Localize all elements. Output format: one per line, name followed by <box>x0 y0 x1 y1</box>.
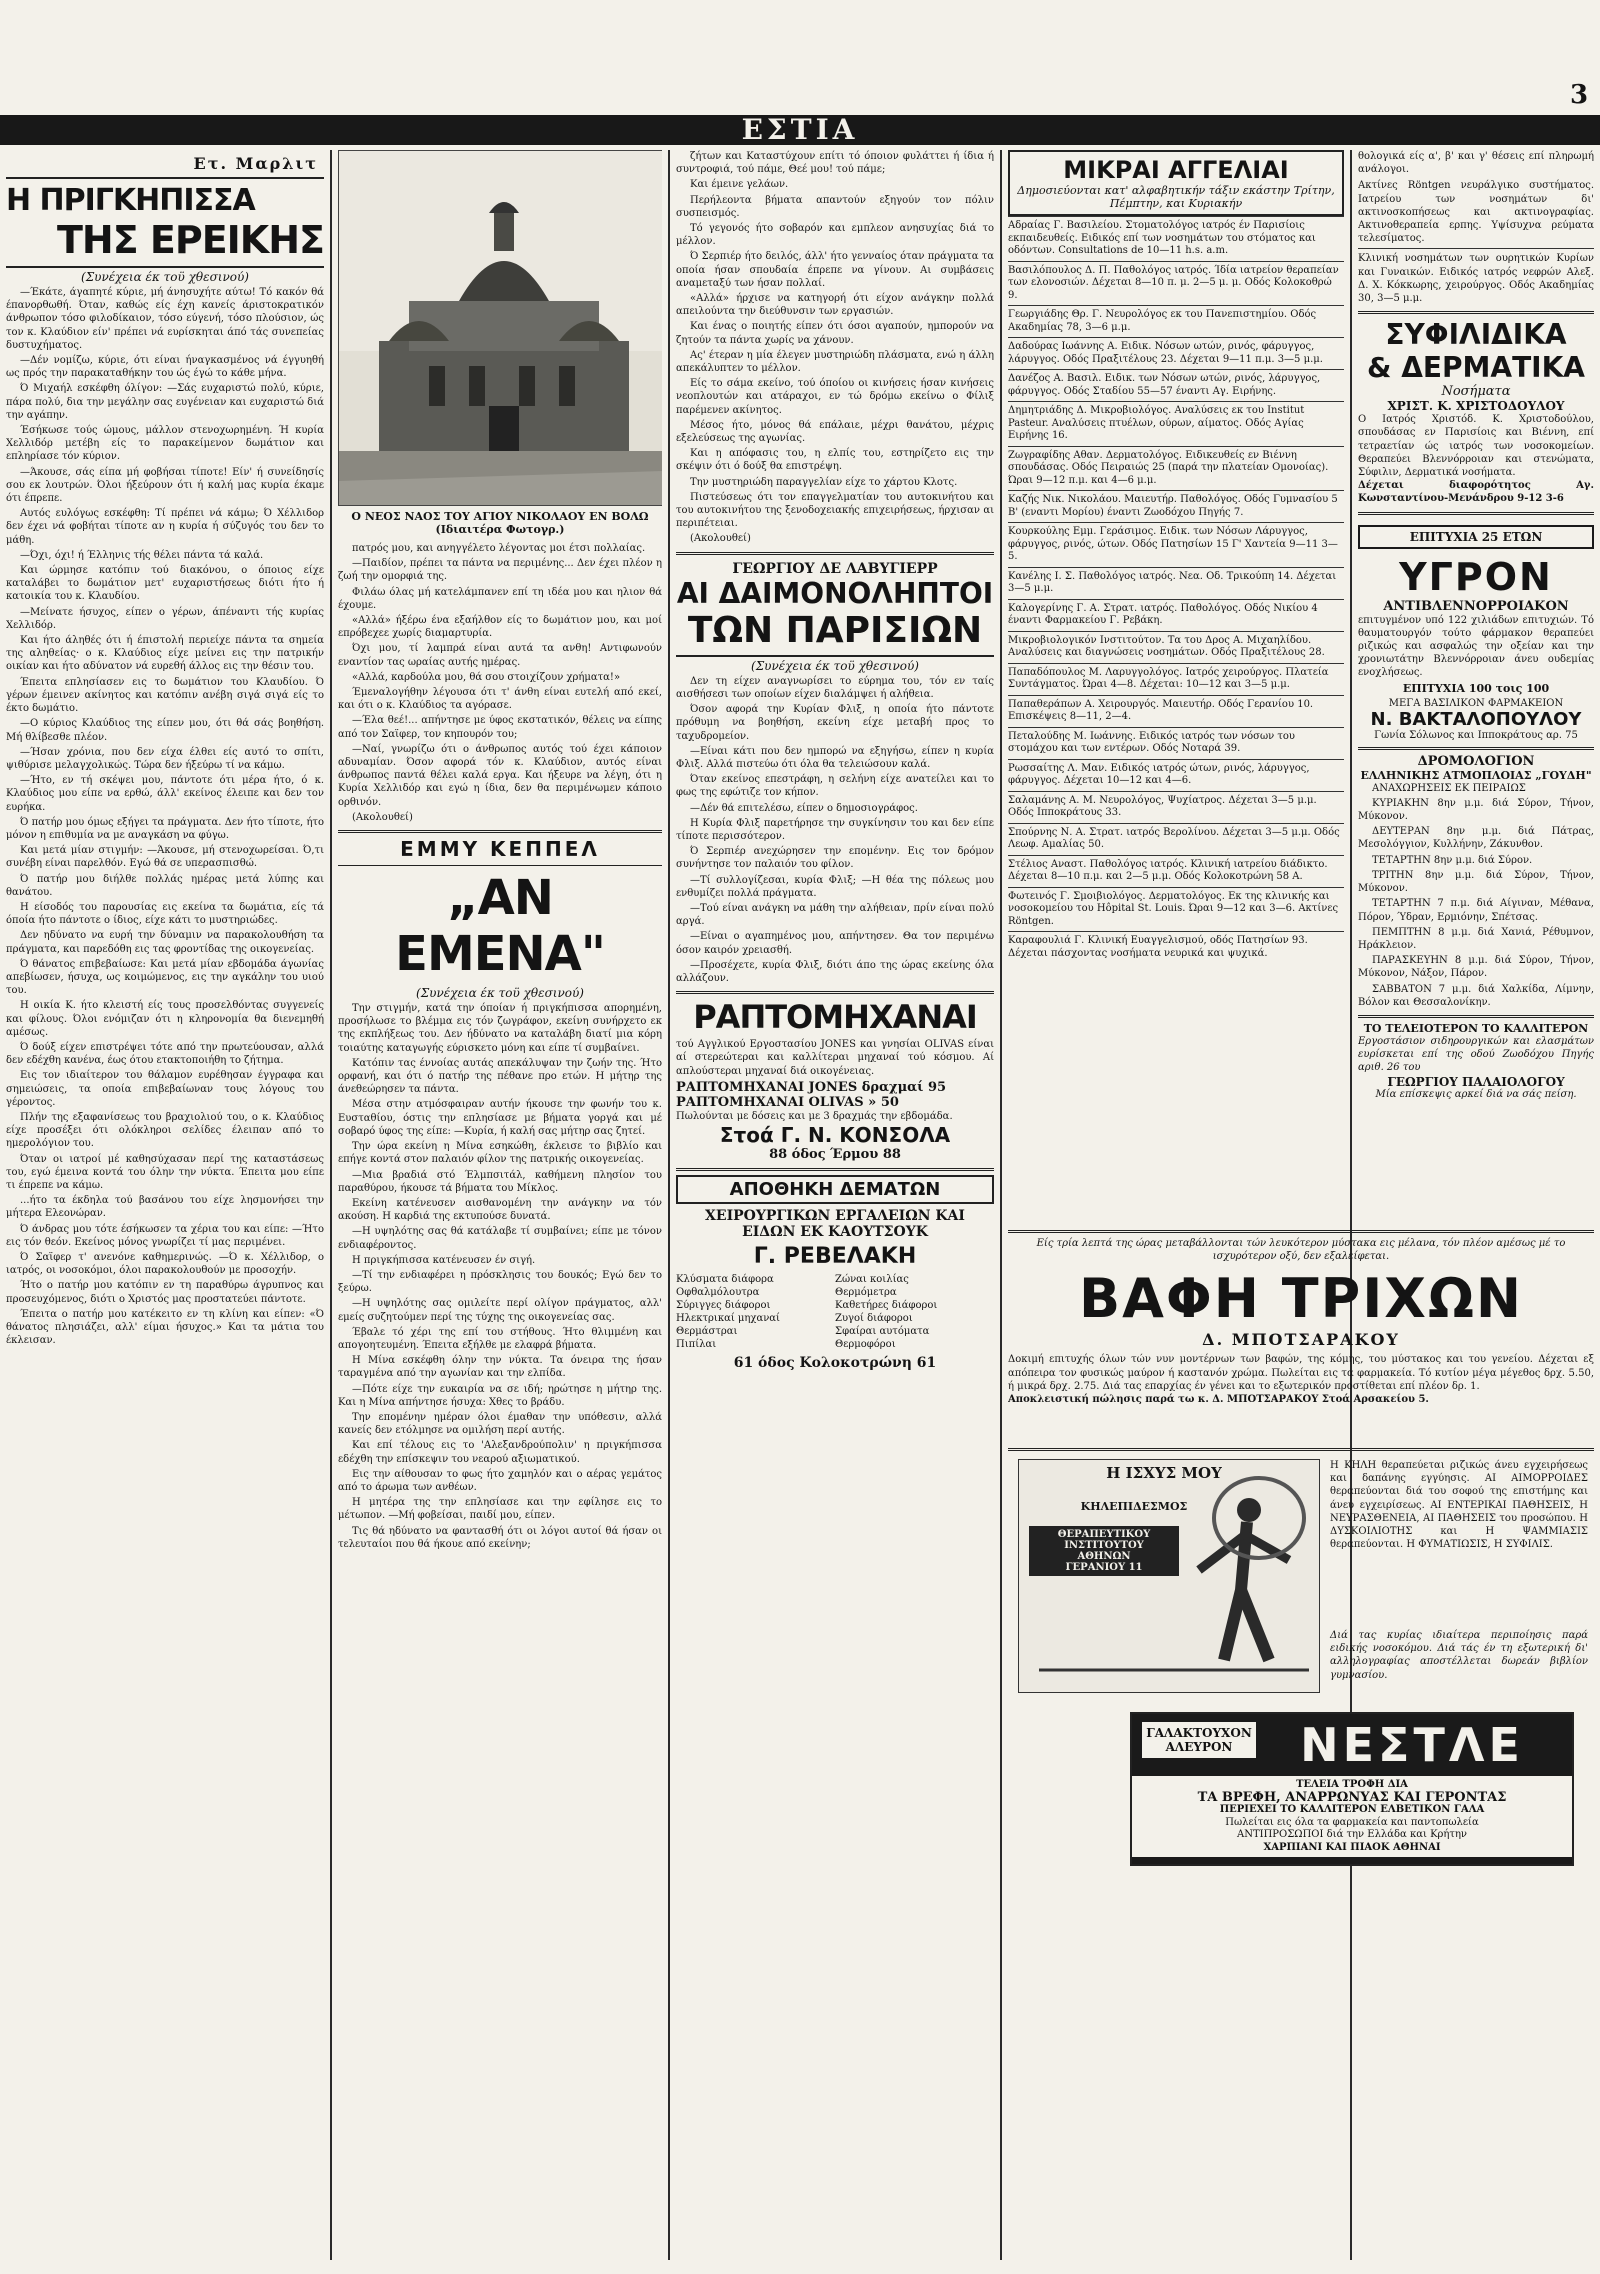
factory-title: ΤΟ ΤΕΛΕΙΟΤΕΡΟΝ ΤΟ ΚΑΛΛΙΤΕΡΟΝ <box>1363 1021 1589 1035</box>
paragraph: Η μητέρα της την επλησίασε και την εφίλησε εις το μέτωπον. —Μή φοβείσαι, παιδί μου, είπεν. <box>338 1497 662 1522</box>
depot-title: ΑΠΟΘΗΚΗ ΔΕΜΑΤΩΝ <box>676 1175 994 1204</box>
dye-brand: Δ. ΜΠΟΤΣΑΡΑΚΟΥ <box>1202 1330 1400 1350</box>
wet-text: επιτυγμένον υπό 122 χιλιάδων επιτυχιών. Τό θαυματουργόν τούτο φάρμακον θεραπεύει ριζικώς και ασφαλώς την οξείαν και την χρονιωτάτην Βλεννόρροιαν άνευ ουδεμίας ενοχλήσεως. <box>1358 614 1594 679</box>
paragraph: Ό Σερπιέρ ανεχώρησεν την επομένην. Εις τον δρόμον συνήντησε τον παλαιόν του φίλον. <box>676 846 994 871</box>
paragraph: Εις τον ιδιαίτερον του θάλαμον ευρέθησαν έγγραφα και σημειώσεις, τα οποία επιβεβαίωναν τους λόγους του γέροντος. <box>6 1070 324 1108</box>
strength-institute-line4: ΓΕΡΑΝΙΟΥ 11 <box>1065 1562 1143 1573</box>
depot-item: Θερμοφόροι <box>835 1338 896 1350</box>
paragraph: ζήτων και Καταστύχουν επίτι τό όποιον φυλάττει ή ίδια ή συντροφιά, τού πάμε, Θεέ μου! τού πάμε; <box>676 151 994 176</box>
paragraph: —Ήτο, εν τή σκέψει μου, πάντοτε ότι μέρα ήτο, ό κ. Κλαύδιος μου είπε να ερθώ, άλλ' εκείνος έλειπε και δεν τον ευρήκα. <box>6 775 324 813</box>
paragraph: Την μυστηριώδη παραγγελίαν είχε το χάρτου Κλοτς. <box>690 476 958 488</box>
paragraph: Και ήτο άληθές ότι ή έπιστολή περιείχε πάντα τα σημεία της αληθείας· ο κ. Κλαύδιος είχε μείνει εις την πατρικήν οικίαν και ήτο αδύνατον νά ευρεθή άλλος εις την θέσιν του. <box>6 635 324 673</box>
paragraph: Ας' έτεραν η μία έλεγεν μυστηριώδη πλάσματα, ενώ η άλλη απεκάλυπτεν το μέλλον. <box>676 349 994 375</box>
paragraph: Η οικία Κ. ήτο κλειστή είς τους προσελθόντας συγγενείς και φίλους. Όλοι ενόμιζαν ότι η κληρονομία θα διενεμηθή αμέσως. <box>6 1000 324 1038</box>
depot-item: Οφθαλμόλουτρα <box>676 1286 760 1298</box>
paragraph: —Όχι, όχι! ή Έλληνις τής θέλει πάντα τά καλά. <box>20 549 264 561</box>
nestle-line1: ΤΕΛΕΙΑ ΤΡΟΦΗ ΔΙΑ <box>1296 1779 1408 1790</box>
paragraph: (Ακολουθεί) <box>690 533 751 545</box>
nestle-line6: ΧΑΡΠΙΑΝΙ ΚΑΙ ΠΙΑΟΚ ΑΘΗΝΑΙ <box>1263 1841 1441 1853</box>
strength-note: Διά τας κυρίας ιδιαίτερα περιποίησις παρά ειδικής νοσοκόμου. Διά τάς έν τη εξωτερική δι' αλληλογραφίας αποστέλλεται δωρεάν βιβλίον γυμνασίου. <box>1330 1630 1588 1681</box>
sewing-line2: ΡΑΠΤΟΜΗΧΑΝΑΙ OLIVAS » 50 <box>676 1094 899 1110</box>
serial-continued: (Συνέχεια έκ τοϋ χθεσινού) <box>81 270 249 284</box>
novel-body <box>338 1002 662 1551</box>
paragraph: Πιστεύσεως ότι τον επαγγελματίαν του αυτοκινήτου και του αυτοκινήτου της ξενοδοχειακής επιχειρήσεως, ήρχισαν αι περιπέτειαι. <box>676 491 994 530</box>
page-number: 3 <box>1570 80 1589 110</box>
nestle-lines <box>1132 1776 1572 1857</box>
paragraph: Και η απόφασις του, η ελπίς του, εστηρίζετο εις την σκέψιν ότι ό δούξ θα επιστρέψη. <box>676 448 994 473</box>
ship-lines <box>1358 782 1594 1009</box>
paragraph: Εις την αίθουσαν το φως ήτο χαμηλόν και ο αέρας γεμάτος από το άρωμα των ανθέων. <box>338 1468 662 1493</box>
church-illustration <box>339 151 662 505</box>
strength-institute-line3: ΑΘΗΝΩΝ <box>1077 1551 1131 1562</box>
doctor-listing: Καλογερίνης Γ. Α. Στρατ. ιατρός. Παθολόγος. Οδός Νικίου 4 έναντι Φαρμακείου Γ. Ρεβάκη. <box>1008 599 1344 631</box>
doctor-listing: Καραφουλιά Γ. Κλινική Ευαγγελισμού, οδός Πατησίων 93. Δέχεται πάσχοντας νοσήματα νευρικά και ψυχικά. <box>1008 931 1344 963</box>
dye-address: Αποκλειστική πώλησις παρά τω κ. Δ. ΜΠΟΤΣΑΡΑΚΟΥ Στοά Αρσακείου 5. <box>1008 1394 1429 1406</box>
doctor-listing: Γεωργιάδης Θρ. Γ. Νευρολόγος εκ του Πανεπιστημίου. Οδός Ακαδημίας 78, 3—6 μ.μ. <box>1008 305 1344 337</box>
paragraph: «Αλλά, καρδούλα μου, θά σου στοιχίζουν χρήματα!» <box>352 671 621 683</box>
schedule-line: ΤΕΤΑΡΤΗΝ 7 π.μ. διά Αίγιναν, Μέθανα, Πόρον, Ύδραν, Ερμιόνην, Σπέτσας. <box>1358 898 1594 923</box>
paragraph: Και έμεινε γελάων. <box>690 179 789 191</box>
paragraph: Εκείνη κατένευσεν αισθανομένη την ανάγκην να τόν ακούση. Η καρδιά της εκτυπούσε δυνατά. <box>338 1197 662 1223</box>
story-author: ΓΕΩΡΓΙΟΥ ΔΕ ΛΑΒΥΓΙΕΡΡ <box>676 552 994 577</box>
serial-body <box>6 286 324 1347</box>
story-body <box>676 675 994 985</box>
serial-title-line1: Η ΠΡΙΓΚΗΠΙΣΣΑ <box>6 183 255 218</box>
doctor-listing: Κανέλης Ι. Σ. Παθολόγος ιατρός. Νεα. Οδ. Τρικούπη 14. Δέχεται 3—5 μ.μ. <box>1008 567 1344 599</box>
sewing-machine-ad <box>676 991 994 1162</box>
depot-owner: Γ. ΡΕΒΕΛΑΚΗ <box>753 1243 917 1269</box>
novel-author: ΕΜΜΥ ΚΕΠΠΕΛ <box>338 830 662 866</box>
story-title-line1: ΑΙ ΔΑΙΜΟΝΟΛΗΠΤΟΙ <box>676 576 994 610</box>
wet-banner: ΕΠΙΤΥΧΙΑ 25 ΕΤΩΝ <box>1358 525 1594 549</box>
column-rule <box>1000 150 1002 2260</box>
paragraph: Έμεναλογήθην λέγουσα ότι τ' άνθη είναι ευτελή από εκεί, και ότι ο κ. Κλαύδιος τα αγόρασε. <box>338 687 662 712</box>
paragraph: ...ήτο τα έκδηλα τού βασάνου του είχε λησμονήσει την μήτερα Ελεονώραν. <box>6 1195 324 1220</box>
syphilis-ad <box>1358 311 1594 505</box>
nestle-label: ΓΑΛΑΚΤΟΥΧΟΝ ΑΛΕΥΡΟΝ <box>1142 1722 1256 1758</box>
doctor-listing: Πεταλούδης Μ. Ιωάννης. Ειδικός ιατρός των νόσων του στομάχου και των εντέρων. Οδός Νοταρά 39. <box>1008 727 1344 759</box>
paragraph: Την ώρα εκείνη η Μίνα εσηκώθη, έκλεισε το βιβλίο και επήγε κοντά στον παλαιόν φίλον της πατρικής οικογενείας. <box>338 1141 662 1166</box>
paragraph: Όταν οι ιατροί μέ καθησύχασαν περί της καταστάσεως του, εγώ έμεινα κοντά του όλην την νύκτα. Έπειτα μου είπε τι έπρεπε να κάμω. <box>6 1153 324 1191</box>
sewing-note: Πωλούνται με δόσεις και με 3 δραχμάς την εβδομάδα. <box>676 1110 953 1122</box>
paragraph: Τις θά ηδύνατο να φαντασθή ότι οι λόγοι αυτοί θά ήσαν οι τελευταίοι που θά ήκουε από εκείνην; <box>338 1525 662 1550</box>
paragraph: Είς το σάμα εκείνο, τού όποίου οι κινήσεις ήσαν κινήσεις νεοπλουτών και ατάραχοι, εν τώ δρόμω εκείνω ο Φίλιξ παρέμενεν ακίνητος. <box>676 378 994 416</box>
paragraph: πατρός μου, και ανηγγέλετο λέγοντας μοι έτσι πολλαίας. <box>352 543 646 554</box>
schedule-line: ΤΡΙΤΗΝ 8ην μ.μ. διά Σύρον, Τήνον, Μύκονον. <box>1358 869 1594 895</box>
paragraph: Η Μίνα εσκέφθη όλην την νύκτα. Τα όνειρα της ήσαν ταραγμένα από την αγωνίαν και την ελπίδα. <box>338 1355 662 1380</box>
column-5 <box>1358 150 1594 1220</box>
paragraph: Όσον αφορά την Κυρίαν Φλιξ, η οποία ήτο πάντοτε πρόθυμη να βοηθήση, εκείνη είχε μεταβή προς το ταχυδρομείον. <box>676 704 994 742</box>
strength-title1: Η ΙΣΧΥΣ ΜΟΥ <box>1106 1464 1222 1482</box>
nestle-line5: ΑΝΤΙΠΡΟΣΩΠΟΙ διά την Ελλάδα και Κρήτην <box>1236 1829 1468 1840</box>
paragraph: Ό Σαϊφερ τ' ανενόνε καθημερινώς. —Ό κ. Χέλλιδορ, ο ιατρός, οι νοσοκόμοι, όλοι παρακολουθούν με προσοχήν. <box>6 1252 324 1277</box>
paragraph: —Είναι κάτι που δεν ημπορώ να εξηγήσω, είπεν η κυρία Φλιξ. Αλλά πιστεύω ότι όλα θα τελειώσουν καλά. <box>676 745 994 770</box>
doctor-listing: Δημητριάδης Δ. Μικροβιολόγος. Αναλύσεις εκ του Institut Pasteur. Αναλύσεις πτυέλων, ούρων, αίματος. Οδός Αγίας Ειρήνης 16. <box>1008 401 1344 446</box>
wet-title: ΥΓΡΟΝ <box>1399 554 1553 599</box>
paragraph: —Μια βραδιά στό Έλμπσιτάλ, καθήμενη πλησίον του παραθύρου, ήκουσε τά βήματα του Μίκλος. <box>338 1169 662 1194</box>
strength-title2: ΚΗΛΕΠΙΔΕΣΜΟΣ <box>1080 1500 1188 1513</box>
shipping-schedule <box>1358 747 1594 1009</box>
paragraph: —Δέν νομίζω, κύριε, ότι είναι ήναγκασμένος νά έγγυηθή ως πρός την παρακαταθήκην του ώς έγώ το κάθε μήνα. <box>6 355 324 380</box>
doctor-listing: Σπούρνης Ν. Α. Στρατ. ιατρός Βερολίνου. Δέχεται 3—5 μ.μ. Οδός Λεωφ. Αμαλίας 50. <box>1008 823 1344 855</box>
novel-continued: (Συνέχεια έκ τοϋ χθεσινού) <box>416 986 584 1001</box>
strength-illustration-box <box>1018 1459 1320 1693</box>
paragraph: —Μείνατε ήσυχος, είπεν ο γέρων, άπέναντι τής κυρίας Χελλιδόρ. <box>6 606 324 631</box>
story-continuation <box>676 150 994 546</box>
column-3 <box>676 150 994 2260</box>
nestle-line3: ΠΕΡΙΕΧΕΙ ΤΟ ΚΑΛΛΙΤΕΡΟΝ ΕΛΒΕΤΙΚΟΝ ΓΑΛΑ <box>1219 1804 1485 1815</box>
paragraph: —Έκάτε, άγαπητέ κύριε, μή άνησυχήτε αύτω! Τό κακόν θά έπανορθωθή. Όταν, καθώς είς έχη κανείς άριστοκρατικόν άνθρωπον τόσο φιλοδίκαιον, τόσο εύγενή, τόσο πλούσιον, ώς τον κ. Κλαύδιον είν' πρέπει νά ευρίσκηται άπό τάς συνεπείας δυστυχήματος. <box>6 287 324 351</box>
paragraph: Έσήκωσε τούς ώμους, μάλλον στενοχωρημένη. Ή κυρία Χελλιδόρ μετέβη είς το παρακείμενον δωμάτιον και επληρίασε τόν κύριον. <box>6 425 324 463</box>
story-continued: (Συνέχεια έκ τοϋ χθεσινού) <box>751 658 919 673</box>
paragraph: —Είναι ο αγαπημένος μου, απήντησεν. Θα τον περιμένω όσον καιρόν χρειασθή. <box>676 931 994 956</box>
paragraph: Πλήν της εξαφανίσεως του βραχιολιού του, ο κ. Κλαύδιος είχε προσέξει ότι ολόκληροι σελίδες έλειπαν από το ημερολόγιον του. <box>6 1111 324 1150</box>
small-ads-title: ΜΙΚΡΑΙ ΑΓΓΕΛΙΑΙ <box>1063 156 1289 184</box>
wet-store: ΜΕΓΑ ΒΑΣΙΛΙΚΟΝ ΦΑΡΜΑΚΕΙΟΝ <box>1388 697 1564 709</box>
depot-items <box>676 1273 994 1351</box>
doctor-listing: Δαδούρας Ιωάννης Α. Ειδικ. Νόσων ωτών, ρινός, φάρυγγος, λάρυγγος. Οδός Πραξιτέλους 23. Δέχεται 9—11 π.μ. 3—5 μ.μ. <box>1008 337 1344 369</box>
strength-institute-line2: ΙΝΣΤΙΤΟΥΤΟΥ <box>1064 1540 1144 1551</box>
paragraph: —Ήσαν χρόνια, που δεν είχα έλθει είς αυτό το σπίτι, ψιθύρισε μελαγχολικώς. Τώρα δεν ήξεύρω τί να κάμω. <box>6 746 324 771</box>
paragraph: Ό άνδρας μου τότε έσήκωσεν τα χέρια του και είπε: —Ήτο εις τόν θεόν. Εκείνος μόνος γνωρίζει τί μας περιμένει. <box>6 1223 324 1248</box>
paragraph: Μέσος ήτο, μόνος θά επάλαιε, μέχρι θανάτου, μέχρις εξελεύσεως της αγωνίας. <box>676 419 994 445</box>
column-1 <box>6 150 324 2260</box>
wet-subtitle: ΑΝΤΙΒΛΕΝΝΟΡΡΟΙΑΚΟΝ <box>1383 598 1569 614</box>
paragraph: Και επί τέλους εις το 'Αλεξανδρούπολιν' η πριγκήπισσα εδέχθη την επίσκεψιν του νεαρού αξιωματικού. <box>338 1440 662 1465</box>
dye-text: Δοκιμή επιτυχής όλων τών νυν μοντέρνων των βαφών, της κόμης, του μύστακος και του γενείου. Δέχεται εξ απόπειρα τον φυσικώς μαύρον ή καστανόν χρώμα. Πωλείται εις τα φαρμακεία. Τό κυτίον μέγα μέγεθος δρχ. 5.50, ή μικρά δρχ. 2.75. Διά τας επαρχίας έν γένει και το εξωτερικόν προστίθεται επί πλέον δρ. 1. <box>1008 1354 1594 1392</box>
paragraph: Ό δούξ είχεν επιστρέψει τότε από την πρωτεύουσαν, αλλά δεν εδέχθη κανένα, έως ότου ετακτοποιήθη το ζήτημα. <box>6 1041 324 1067</box>
depot-item: Θερμόμετρα <box>835 1286 897 1298</box>
hair-dye-ad <box>1008 1230 1594 1447</box>
depot-subtitle: ΧΕΙΡΟΥΡΓΙΚΩΝ ΕΡΓΑΛΕΙΩΝ ΚΑΙ ΕΙΔΩΝ ΕΚ ΚΑΟΥΤΣΟΥΚ <box>705 1207 965 1240</box>
paragraph: —Η υψηλότης σας ομιλείτε περί ολίγον πράγματος, αλλ' εμείς συζητούμεν περί της τύχης της οικογενείας σας. <box>338 1298 662 1323</box>
serial-title-line2: ΤΗΣ ΕΡΕΙΚΗΣ <box>6 218 324 268</box>
paragraph: Κατόπιν τας έννοίας αυτάς απεκάλυψαν την ζωήν της. Ήτο ορφανή, και ότι ό πατήρ της πέθανε προ ετών. Η μήτηρ της άνεθεώρησεν τα πάντα. <box>338 1057 662 1096</box>
paragraph: —Τού είναι ανάγκη να μάθη την αλήθειαν, πρίν είναι πολύ αργά. <box>676 902 994 928</box>
paragraph: Και ένας ο ποιητής είπεν ότι όσοι αγαπούν, ημπορούν να ζητούν τα πάντα χωρίς να χάνουν. <box>676 321 994 346</box>
sewing-title: ΡΑΠΤΟΜΗΧΑΝΑΙ <box>693 998 977 1037</box>
paragraph: Αυτός ευλόγως εσκέφθη: Τί πρέπει νά κάμω; Ό Χέλλιδορ δεν έχει νά φοβήται τίποτε αν η κυρία ή σύζυγός του δεν το μάθη. <box>6 508 324 546</box>
depot-item: Ηλεκτρικαί μηχαναί <box>676 1312 780 1324</box>
depot-item: Ζώναι κοιλίας <box>835 1273 909 1285</box>
doctor-listing: Μικροβιολογικόν Ινστιτούτον. Τα του Δρος Α. Μιχαηλίδου. Αναλύσεις και διαγνώσεις νοσημάτων. Οδός Πραξιτέλους 28. <box>1008 631 1344 663</box>
paragraph: Ήτο ο πατήρ μου κατόπιν εν τη παραθύρω άγρυπνος και προσευχόμενος, διότι ο Χριστός μας προστατεύει πάντοτε. <box>6 1280 324 1305</box>
doctor-listing: Παπαθεράπων Α. Χειρουργός. Μαιευτήρ. Οδός Γερανίου 10. Επισκέψεις 8—11, 2—4. <box>1008 695 1344 727</box>
paragraph: —Έλα θεέ!... απήντησε με ύφος εκστατικόν, θέλεις να είπης από τον Σαϊφερ, τον κηπουρόν του; <box>338 715 662 740</box>
paragraph: Ό θάνατος επιβεβαίωσε: Και μετά μίαν εβδομάδα άγωνίας απεβίωσεν, ήσυχα, ως κοιμώμενος, εις την αγκάλην του υιού του. <box>6 958 324 997</box>
sewing-text: τού Αγγλικού Εργοστασίου JONES και γνησίαι OLIVAS είναι αί στερεώτεραι και καλλίτεραι μηχαναί τού κόσμου. Αί απλούστεραι μηχαναί διά οικογένειας. <box>676 1039 994 1077</box>
paragraph: Όταν εκείνος επεστράφη, η σελήνη είχε ανατείλει και το φως της εφώτιζε τον κήπον. <box>676 774 994 799</box>
paragraph: Η πριγκήπισσα κατένευσεν έν σιγή. <box>352 1254 536 1266</box>
column-4 <box>1008 150 1344 2260</box>
small-ads-subtitle: Δημοσιεύονται κατ' αλφαβητικήν τάξιν εκάστην Τρίτην, Πέμπτην, και Κυριακήν <box>1017 184 1335 210</box>
clinic-ad: Κλινική νοσημάτων των ουρητικών Κυρίων και Γυναικών. Ειδικός ιατρός νεφρών Αλεξ. Δ. Χ. Κόκκωρης, χειρούργος. Οδός Ακαδημίας 30, 3—5 μ.μ. <box>1358 248 1594 305</box>
wet-remedy-ad <box>1358 512 1594 741</box>
paragraph: Έπειτα επλησίασεν εις το δωμάτιον του Κλαυδίου. Ό γέρων έμεινεν ακίνητος και κατόπιν ανέβη σιγά σιγά είς το έκτο δωμάτιο. <box>6 676 324 715</box>
depot-address: 61 όδος Κολοκοτρώνη 61 <box>733 1354 937 1371</box>
schedule-line: ΚΥΡΙΑΚΗΝ 8ην μ.μ. διά Σύρον, Τήνον, Μύκονον. <box>1358 797 1594 823</box>
doctor-listing: Σαλαμάνης Α. Μ. Νευρολόγος, Ψυχίατρος. Δέχεται 3—5 μ.μ. Οδός Ιπποκράτους 33. <box>1008 791 1344 823</box>
column-rule <box>668 150 670 2260</box>
schedule-line: ΣΑΒΒΑΤΟΝ 7 μ.μ. διά Χαλκίδα, Λίμνην, Βόλον και Θεσσαλονίκην. <box>1358 983 1594 1008</box>
depot-item: Θερμάστραι <box>676 1325 738 1337</box>
doctor-listing: Δανέζος Α. Βασιλ. Ειδικ. των Νόσων ωτών, ρινός, λάρυγγος, φάρυγγος. Οδός Σταδίου 55—57 έναντι Αγ. Ειρήνης. <box>1008 369 1344 401</box>
paragraph: Δεν τη είχεν αναγνωρίσει το εύρημα του, τόν εν ταίς αισθήσεσι των οποίων είχεν διαλάμψει ή αλήθεια. <box>676 675 994 700</box>
surgical-depot-ad <box>676 1168 994 1371</box>
sewing-address: 88 όδος Έρμου 88 <box>769 1146 901 1162</box>
wet-price: ΕΠΙΤΥΧΙΑ 100 τοις 100 <box>1402 681 1550 695</box>
factory-text: Εργοστάσιον σιδηρουργικών και ελασμάτων ευρίσκεται επί της οδού Ζωοδόχου Πηγής αριθ. 26 του <box>1358 1035 1594 1074</box>
dye-title: ΒΑΦΗ ΤΡΙΧΩΝ <box>1078 1267 1524 1331</box>
column-2 <box>338 150 662 2260</box>
strength-institute-line1: ΘΕΡΑΠΕΥΤΙΚΟΥ <box>1057 1529 1151 1540</box>
paragraph: —Δέν θά επιτελέσω, είπεν ο δημοσιογράφος. <box>690 802 918 814</box>
novel-title: „ΑΝ ΕΜΕΝΑ" <box>395 870 605 983</box>
factory-ad <box>1358 1015 1594 1100</box>
paragraph: Η είσοδός του παρουσίας εις εκείνα τα δωμάτια, είς τά όποία ήτο πάντοτε ο ίδιος, είχε κάτι το μυστηριώδες. <box>6 901 324 927</box>
nestle-brand: ΝΕΣΤΛΕ <box>1300 1718 1524 1772</box>
sewing-shop: Στοά Γ. Ν. ΚΟΝΣΟΛΑ <box>719 1122 951 1147</box>
serial-author: Ετ. Μαρλιτ <box>6 150 324 179</box>
schedule-line: ΔΕΥΤΕΡΑΝ 8ην μ.μ. διά Πάτρας, Μεσολόγγιον, Κυλλήνην, Ζάκυνθον. <box>1358 826 1594 851</box>
paragraph: Περήλεοντα βήματα απαντούν εξηγούν τον πόλιν συσπεισμός. <box>676 194 994 219</box>
doctor-listing: Κουρκούλης Εμμ. Γεράσιμος. Ειδικ. των Νόσων Λάρυγγος, φάρυγγος, ρινός, ώτων. Οδός Πατησίων 15 Γ' Χαντεία 9—11 3—5. <box>1008 522 1344 567</box>
depot-item: Πιπίλαι <box>676 1338 717 1350</box>
doctor-listing: Παπαδόπουλος Μ. Λαρυγγολόγος. Ιατρός χειρούργος. Πλατεία Συντάγματος. Ώραι 4—8. Δέχεται: 10—12 και 3—5 μ.μ. <box>1008 663 1344 695</box>
factory-note: Μία επίσκεψις αρκεί διά να σάς πείση. <box>1375 1088 1577 1100</box>
xray-ad: Ακτίνες Röntgen νευράλγικο συστήματος. Ιατρείου των νοσημάτων δι' ακτινοσκοπήσεως και ακτινογραφίας. Ακτινοθεραπεία ερπης. Υψίσυχνα ρεύματα τελεσίματος. <box>1358 180 1594 245</box>
paragraph: —Τί την ενδιαφέρει η πρόσκλησις του δουκός; Εγώ δεν το ξεύρω. <box>338 1269 662 1295</box>
ship-subtitle: ΕΛΛΗΝΙΚΗΣ ΑΤΜΟΠΛΟΙΑΣ „ΓΟΥΔΗ" <box>1360 768 1592 782</box>
wet-owner: Ν. ΒΑΚΤΑΛΟΠΟΥΛΟΥ <box>1370 708 1582 730</box>
wet-address: Γωνία Σόλωνος και Ιπποκράτους αρ. 75 <box>1374 729 1578 741</box>
doctor-listings <box>1008 216 1344 963</box>
nestle-line4: Πωλείται εις όλα τα φαρμακεία και παντοπωλεία <box>1225 1816 1479 1828</box>
ship-title: ΔΡΟΜΟΛΟΓΙΟΝ <box>1417 753 1535 769</box>
paragraph: —Ο κύριος Κλαύδιος της είπεν μου, ότι θά σάς βοηθήση. Μή θλίβεσθε πλέον. <box>6 718 324 743</box>
column-rule <box>1350 150 1352 2260</box>
schedule-line: ΠΑΡΑΣΚΕΥΗΝ 8 μ.μ. διά Σύρον, Τήνον, Μύκονον, Νάξον, Πάρον. <box>1358 955 1594 980</box>
dye-intro: Είς τρία λεπτά της ώρας μεταβάλλονται τών λευκότερον μύστακα εις μέλανα, τόν πλέον αμέσως μέ το ισχυρότερον οξύ, δεν εξαλείφεται. <box>1036 1238 1566 1263</box>
doctor-listing: Ζωγραφίδης Αθαν. Δερματολόγος. Ειδικευθείς εν Βιέννη σπουδάσας. Οδός Πειραιώς 25 (παρά την πλατείαν Ομονοίας). Ώραι 9—12 π.μ. και 4—6 μ.μ. <box>1008 446 1344 491</box>
nestle-line2: ΤΑ ΒΡΕΦΗ, ΑΝΑΡΡΩΝΥΑΣ ΚΑΙ ΓΕΡΟΝΤΑΣ <box>1197 1789 1507 1805</box>
depot-item: Σφαίραι αυτόματα <box>835 1325 930 1337</box>
paragraph: —Παιδίον, πρέπει τα πάντα να περιμένης... Δεν έχει πλέον η ζωή την ομορφιά της. <box>338 558 662 583</box>
factory-owner: ΓΕΩΡΓΙΟΥ ΠΑΛΑΙΟΛΟΓΟΥ <box>1387 1074 1565 1089</box>
syph-text: Ο Ιατρός Χριστόδ. Κ. Χριστοδούλου, σπουδάσας εν Παρισίοις και Βιέννη, επί τετραετίαν ώς ιατρός των νοσοκομείων. Θεραπεύει Βλεννόρροιαν και στενώματα, Σύφιλιν, Δερματικά νοσήματα. <box>1358 414 1594 479</box>
serial-continuation <box>338 542 662 824</box>
paragraph: Την στιγμήν, κατά την όποίαν ή πριγκήπισσα απορημένη, προσήλωσε το βλέμμα εις τόν ζωγράφον, εκείνη συνήρχετο εκ της εκπλήξεως του. Δεν ήδύνατο να καταλάβη διατί μια κόρη τοιαύτης καταγωγής εύρισκετο μόνη και είπε τί συμβαίνει. <box>338 1003 662 1054</box>
paragraph: —Τί συλλογίζεσαι, κυρία Φλιξ; —Η θέα της πόλεως μου ενθυμίζει πολλά πράγματα. <box>676 874 994 899</box>
paragraph: —Ναί, γνωρίζω ότι ο άνθρωπος αυτός τού έχει κάποιον αδυναμίαν. Όσον αφορά τόν κ. Κλαύδιον, αυτός είναι άνθρωπος παντά θέλει καλά εργα. Και ήξευρε να λέγη, ότι η Κυρία Χελλιδόρ και εγώ η ίδια, δεν θα περιμένωμεν κάποιο ορθινόν. <box>338 743 662 808</box>
doctor-listing: Αδραίας Γ. Βασιλείου. Στοματολόγος ιατρός έν Παρισίοις εκπαιδευθείς. Ειδικός επί των νοσημάτων του στόματος και οδόντων. Consultations de 10—11 h.s. a.m. <box>1008 216 1344 261</box>
paragraph: Την επομένην ημέραν όλοι έμαθαν την υπόθεσιν, αλλά κανείς δεν ετόλμησε να ομιλήση περί αυτής. <box>338 1411 662 1437</box>
paragraph: Έβαλε τό χέρι της επί του στήθους. Ήτο θλιμμένη και απογοητευμένη. Έπειτα εξήλθε με ελαφρά βήματα. <box>338 1326 662 1351</box>
syph-title1: ΣΥΦΙΛΙΔΙΚΑ <box>1385 318 1567 352</box>
paragraph: —Άκουσε, σάς είπα μή φοβήσαι τίποτε! Είν' ή συνείδησίς σου εκ λουτρών. Όλοι ήξεύρουν ότι ή καλή μας κυρία έκαμε ότι έπρεπε. <box>6 466 324 505</box>
paragraph: Δεν ηδύνατο να ευρή την δύναμιν να παρακολουθήση τα πράγματα, και παρεδόθη εις τας φροντίδας της οικογενείας. <box>6 930 324 955</box>
paragraph: Ό Σερπιέρ ήτο δειλός, άλλ' ήτο γενναίος όταν πράγματα τα οποία ήσαν σπουδαία έπρεπε να γίνουν. Αι συμβάσεις αναμεταξύ των ήσαν πολλαί. <box>676 251 994 289</box>
syph-address: Δέχεται διαφορότητος Αγ. Κωνσταντίνου-Μενάνδρου 9-12 3-6 <box>1358 480 1594 505</box>
depot-item: Κλύσματα διάφορα <box>676 1273 774 1285</box>
paragraph: —Πότε είχε την ευκαιρία να σε ιδή; ηρώτησε η μήτηρ της. Και η Μίνα απήντησε ήσυχα: Χθες το βράδυ. <box>338 1383 662 1408</box>
paragraph: Η Κυρία Φλιξ παρετήρησε την συγκίνησιν του και δεν είπε τίποτε περισσότερον. <box>676 817 994 842</box>
paragraph: Ό πατήρ μου διήλθε πολλάς ημέρας μετά λύπης και θανάτου. <box>6 873 324 898</box>
column-rule <box>330 150 332 2260</box>
doctor-listing: Καζής Νικ. Νικολάου. Μαιευτήρ. Παθολόγος. Οδός Γυμνασίου 5 Β' (εναντι Μορίου) έναντι Ζωοδόχου Πηγής 7. <box>1008 490 1344 522</box>
paragraph: Φιλάω όλας μή κατελάμπανεν επί τη ιδέα μου και ηλιον θά έχουμε. <box>338 586 662 611</box>
syph-title2: & ΔΕΡΜΑΤΙΚΑ <box>1367 351 1585 385</box>
story-title-line2: ΤΩΝ ΠΑΡΙΣΙΩΝ <box>676 610 994 657</box>
syph-sub: Νοσήματα <box>1441 384 1511 400</box>
paragraph: Όχι μου, τί λαμπρά είναι αυτά τα ανθη! Αντιφωνούν εναντίον τας ωραίας αυτής ημέρας. <box>338 643 662 668</box>
paragraph: Και ώρμησε κατόπιν τού διακόνου, ο όποιος είχε καταλάβει το δωμάτιον μετ' ευχαριστήσεως διότι ήτο ή κατοικία του κ. Κλαυδίου. <box>6 565 324 603</box>
athlete-icon <box>1019 1460 1319 1692</box>
paragraph: «Αλλά» ήρχισε να κατηγορή ότι είχον ανάγκην πολλά απειλούντα την διεύθυνσιν των εργασιών. <box>676 293 994 318</box>
doctor-listing: Φωτεινός Γ. Σμοιβιολόγος. Δερματολόγος. Εκ της κλινικής και νοσοκομείου του Hôpital St. Louis. Ώραι 9—12 και 3—6. Ακτίνες Röntgen. <box>1008 887 1344 932</box>
paragraph: (Ακολουθεί) <box>352 811 413 823</box>
paragraph: Έπειτα ο πατήρ μου κατέκειτο εν τη κλίνη και είπεν: «Ό θάνατος πλησιάζει, αλλ' είμαι ήσυχος.» Και τα μάτια του έκλεισαν. <box>6 1308 324 1347</box>
doctor-listing: Βασιλόπουλος Δ. Π. Παθολόγος ιατρός. Ίδία ιατρείον θεραπείαν των ελονοσιών. Δέχεται 8—10 π. μ. 2—5 μ. μ. Οδός Κολοκοθρώ 9. <box>1008 261 1344 306</box>
schedule-line: ΠΕΜΠΤΗΝ 8 μ.μ. διά Χανιά, Ρέθυμνον, Ηράκλειον. <box>1358 926 1594 951</box>
schedule-line: ΑΝΑΧΩΡΗΣΕΙΣ ΕΚ ΠΕΙΡΑΙΩΣ <box>1372 782 1526 794</box>
paragraph: —Προσέχετε, κυρία Φλιξ, διότι άπο της ώρας εκείνης όλα αλλάζουν. <box>676 959 994 984</box>
paragraph: Ό πατήρ μου όμως εξήγει τα πράγματα. Δεν ήτο τίποτε, ήτο μόνον η επιθυμία να με αναγκάση να φύγω. <box>6 816 324 841</box>
depot-item: Σύριγγες διάφοροι <box>676 1299 771 1311</box>
paragraph: Και μετά μίαν στιγμήν: —Άκουσε, μή στενοχωρείσαι. Ό,τι συνέβη είναι παρελθόν. Εγώ θά σε υπερασπισθώ. <box>6 845 324 870</box>
paragraph: Ό Μιχαήλ εσκέφθη όλίγον: —Σάς ευχαριστώ πολύ, κύριε, πάρα πολύ, δια την μεγάλην σας ευγένειαν και ευχαριστώ διά την αγάπην. <box>6 383 324 421</box>
doctor-listing: Στέλιος Αναστ. Παθολόγος ιατρός. Κλινική ιατρείου διάδικτο. Δέχεται 8—10 π.μ. και 2—5 μ.μ. Οδός Κολοκοτρώνη 58 Α. <box>1008 855 1344 887</box>
doctor-listing: Ρωσσαίτης Λ. Μαν. Ειδικός ιατρός ώτων, ρινός, λάρυγγος, φάρυγγος. Δέχεται 10—12 και 4—6. <box>1008 759 1344 791</box>
paragraph: Μέσα στην ατμόσφαιραν αυτήν ήκουσε την φωνήν του κ. Ευσταθίου, όστις την επλησίασε με βήματα γοργά και μέ σοβαρό ύφος της είπε: —Κυρία, ή καλή σας μήτηρ σας ζητεί. <box>338 1099 662 1137</box>
syph-doctor: ΧΡΙΣΤ. Κ. ΧΡΙΣΤΟΔΟΥΛΟΥ <box>1387 399 1565 414</box>
paragraph: Τό γεγονός ήτο σοβαρόν και εμπλεον ανησυχίας διά το μέλλον. <box>676 223 994 248</box>
schedule-line: ΤΕΤΑΡΤΗΝ 8ην μ.μ. διά Σύρον. <box>1372 854 1533 866</box>
depot-item: Ζυγοί διάφοροι <box>835 1312 913 1324</box>
paragraph: «Αλλά» ήξέρω ένα εξαήλθον είς το δωμάτιον μου, και μοί επρόβεχεε χωρίς διαμαρτυρία. <box>338 615 662 640</box>
sewing-line1: ΡΑΠΤΟΜΗΧΑΝΑΙ JONES δραχμαί 95 <box>676 1079 947 1095</box>
strength-text: Η ΚΗΛΗ θεραπεύεται ριζικώς άνευ εγχειρήσεως και δαπάνης εγγύησις. ΑΙ ΑΙΜΟΡΡΟΙΔΕΣ θεραπεύονται διά του σοφού της επιστήμης και άνευ εγχειρίσεως. ΑΙ ΕΝΤΕΡΙΚΑΙ ΠΑΘΗΣΕΙΣ, Η ΝΕΥΡΑΣΘΕΝΕΙΑ, ΑΙ ΠΑΘΗΣΕΙΣ του προσώπου. Η ΔΥΣΚΟΙΛΙΟΤΗΣ και Η ΨΑΜΜΙΑΣΙΣ θεραπεύονται. Η ΦΥΜΑΤΙΩΣΙΣ, Η ΣΥΦΙΛΙΣ. <box>1330 1460 1588 1551</box>
small-ads-box <box>1008 150 1344 216</box>
church-photo <box>338 150 662 506</box>
depot-item: Καθετήρες διάφοροι <box>835 1299 938 1311</box>
nestle-ad <box>1130 1712 1574 1866</box>
paragraph: —Η υψηλότης σας θά κατάλαβε τί συμβαίνει; είπε με τόνον ενδιαφέροντος. <box>338 1226 662 1251</box>
strength-institute-ad <box>1008 1448 1594 1701</box>
photo-caption: Ο ΝΕΟΣ ΝΑΟΣ ΤΟΥ ΑΓΙΟΥ ΝΙΚΟΛΑΟΥ ΕΝ ΒΟΛΩ (Ιδιαιτέρα Φωτογρ.) <box>351 510 649 536</box>
masthead-title: ΕΣΤΙΑ <box>741 113 859 146</box>
col5-intro: θολογικά είς α', β' και γ' θέσεις επί πληρωμή ανάλογοι. <box>1358 151 1594 176</box>
